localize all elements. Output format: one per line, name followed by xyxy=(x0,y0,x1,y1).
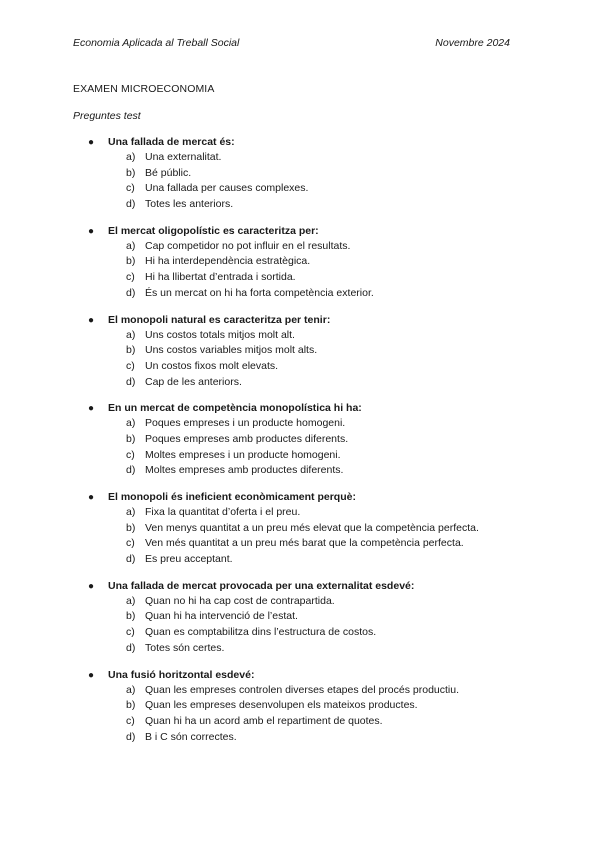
option-text: Quan les empreses controlen diverses etapes del procés productiu. xyxy=(145,683,460,696)
option-text: Totes són certes. xyxy=(145,641,225,654)
option-letter: a) xyxy=(126,506,136,518)
option-text: Cap competidor no pot influir en el resultats. xyxy=(145,239,351,252)
question-line xyxy=(0,313,600,328)
question-text: Una fallada de mercat provocada per una externalitat esdevé: xyxy=(108,579,415,592)
bullet-icon: ● xyxy=(88,225,95,237)
option-letter: c) xyxy=(126,182,135,195)
question-item xyxy=(0,668,600,746)
option-letter: b) xyxy=(126,610,136,623)
exam-title: EXAMEN MICROECONOMIA xyxy=(73,83,215,95)
option-text: Totes les anteriors. xyxy=(145,198,234,211)
option-letter: d) xyxy=(126,198,136,211)
question-item xyxy=(0,224,600,302)
question-text: El mercat oligopolístic es caracteritza per: xyxy=(108,224,319,237)
answer-option xyxy=(0,463,600,479)
question-line xyxy=(0,490,600,505)
answer-option xyxy=(0,594,600,610)
question-item xyxy=(0,490,600,568)
question-text: El monopoli és ineficient econòmicament perquè: xyxy=(108,491,356,503)
question-item xyxy=(0,401,600,479)
question-line xyxy=(0,224,600,239)
option-text: Quan les empreses desenvolupen els mateixos productes. xyxy=(145,699,418,712)
option-text: Ven menys quantitat a un preu més elevat que la competència perfecta. xyxy=(145,521,479,534)
option-letter: d) xyxy=(126,375,136,388)
option-text: Quan hi ha intervenció de l’estat. xyxy=(145,610,298,623)
option-text: Ven més quantitat a un preu més barat que la competència perfecta. xyxy=(145,537,464,550)
option-letter: b) xyxy=(126,699,136,712)
option-letter: d) xyxy=(126,641,136,654)
answer-option xyxy=(0,448,600,464)
question-line xyxy=(0,401,600,416)
answer-option xyxy=(0,181,600,197)
question-item xyxy=(0,313,600,391)
question-item xyxy=(0,579,600,657)
option-letter: c) xyxy=(126,359,135,372)
bullet-icon: ● xyxy=(88,137,95,148)
option-text: Quan no hi ha cap cost de contrapartida. xyxy=(145,594,335,607)
option-text: Un costos fixos molt elevats. xyxy=(145,359,279,372)
option-letter: c) xyxy=(126,448,135,461)
answer-option xyxy=(0,625,600,641)
question-text: El monopoli natural es caracteritza per tenir: xyxy=(108,313,331,326)
page-header xyxy=(73,37,510,49)
option-text: Una fallada per causes complexes. xyxy=(145,182,309,195)
answer-option xyxy=(0,730,600,746)
option-text: Una externalitat. xyxy=(145,151,222,163)
answer-option xyxy=(0,270,600,286)
option-text: Uns costos totals mitjos molt alt. xyxy=(145,328,295,341)
exam-date: Novembre 2024 xyxy=(435,37,510,49)
option-letter: c) xyxy=(126,271,135,284)
answer-option xyxy=(0,683,600,699)
course-name: Economia Aplicada al Treball Social xyxy=(73,37,240,49)
answer-option xyxy=(0,552,600,568)
answer-option xyxy=(0,375,600,391)
option-text: Moltes empreses amb productes diferents. xyxy=(145,464,344,477)
option-letter: a) xyxy=(126,417,136,430)
question-line xyxy=(0,668,600,683)
option-text: Hi ha llibertat d’entrada i sortida. xyxy=(145,271,296,284)
option-letter: a) xyxy=(126,151,136,163)
answer-option xyxy=(0,432,600,448)
answer-option xyxy=(0,166,600,182)
question-list xyxy=(0,135,600,756)
answer-option xyxy=(0,359,600,375)
option-text: B i C són correctes. xyxy=(145,730,237,743)
answer-option xyxy=(0,197,600,213)
option-text: Quan hi ha un acord amb el repartiment de quotes. xyxy=(145,714,383,727)
option-letter: c) xyxy=(126,537,135,550)
option-text: Fixa la quantitat d’oferta i el preu. xyxy=(145,506,301,518)
option-letter: b) xyxy=(126,432,136,445)
option-text: Es preu acceptant. xyxy=(145,553,233,566)
option-letter: b) xyxy=(126,344,136,357)
answer-option xyxy=(0,343,600,359)
answer-option xyxy=(0,536,600,552)
answer-option xyxy=(0,416,600,432)
option-letter: a) xyxy=(126,328,136,341)
option-letter: b) xyxy=(126,521,136,534)
option-text: És un mercat on hi ha forta competència exterior. xyxy=(145,286,374,299)
question-text: En un mercat de competència monopolística hi ha: xyxy=(108,402,362,415)
option-letter: b) xyxy=(126,166,136,179)
answer-option xyxy=(0,286,600,302)
option-text: Uns costos variables mitjos molt alts. xyxy=(145,344,318,357)
bullet-icon: ● xyxy=(88,580,95,592)
option-letter: d) xyxy=(126,553,136,566)
answer-option xyxy=(0,239,600,255)
option-letter: b) xyxy=(126,255,136,268)
answer-option xyxy=(0,714,600,730)
option-letter: d) xyxy=(126,286,136,299)
option-text: Hi ha interdependència estratègica. xyxy=(145,255,311,268)
question-text: Una fallada de mercat és: xyxy=(108,136,235,148)
answer-option xyxy=(0,150,600,166)
question-text: Una fusió horitzontal esdevé: xyxy=(108,668,255,681)
question-item xyxy=(0,135,600,213)
option-letter: d) xyxy=(126,464,136,477)
answer-option xyxy=(0,698,600,714)
question-line xyxy=(0,579,600,594)
option-text: Moltes empreses i un producte homogeni. xyxy=(145,448,341,461)
answer-option xyxy=(0,505,600,521)
option-text: Bé públic. xyxy=(145,166,192,179)
option-text: Poques empreses i un producte homogeni. xyxy=(145,417,346,430)
option-text: Cap de les anteriors. xyxy=(145,375,242,388)
bullet-icon: ● xyxy=(88,403,95,415)
option-text: Poques empreses amb productes diferents. xyxy=(145,432,349,445)
option-text: Quan es comptabilitza dins l’estructura de costos. xyxy=(145,626,377,639)
option-letter: c) xyxy=(126,714,135,727)
bullet-icon: ● xyxy=(88,492,95,503)
option-letter: a) xyxy=(126,683,136,696)
bullet-icon: ● xyxy=(88,314,95,326)
answer-option xyxy=(0,328,600,344)
bullet-icon: ● xyxy=(88,669,95,681)
question-line xyxy=(0,135,600,150)
answer-option xyxy=(0,609,600,625)
option-letter: a) xyxy=(126,239,136,252)
answer-option xyxy=(0,641,600,657)
option-letter: c) xyxy=(126,626,135,639)
section-subtitle: Preguntes test xyxy=(73,110,141,122)
answer-option xyxy=(0,521,600,537)
option-letter: d) xyxy=(126,730,136,743)
answer-option xyxy=(0,254,600,270)
option-letter: a) xyxy=(126,594,136,607)
